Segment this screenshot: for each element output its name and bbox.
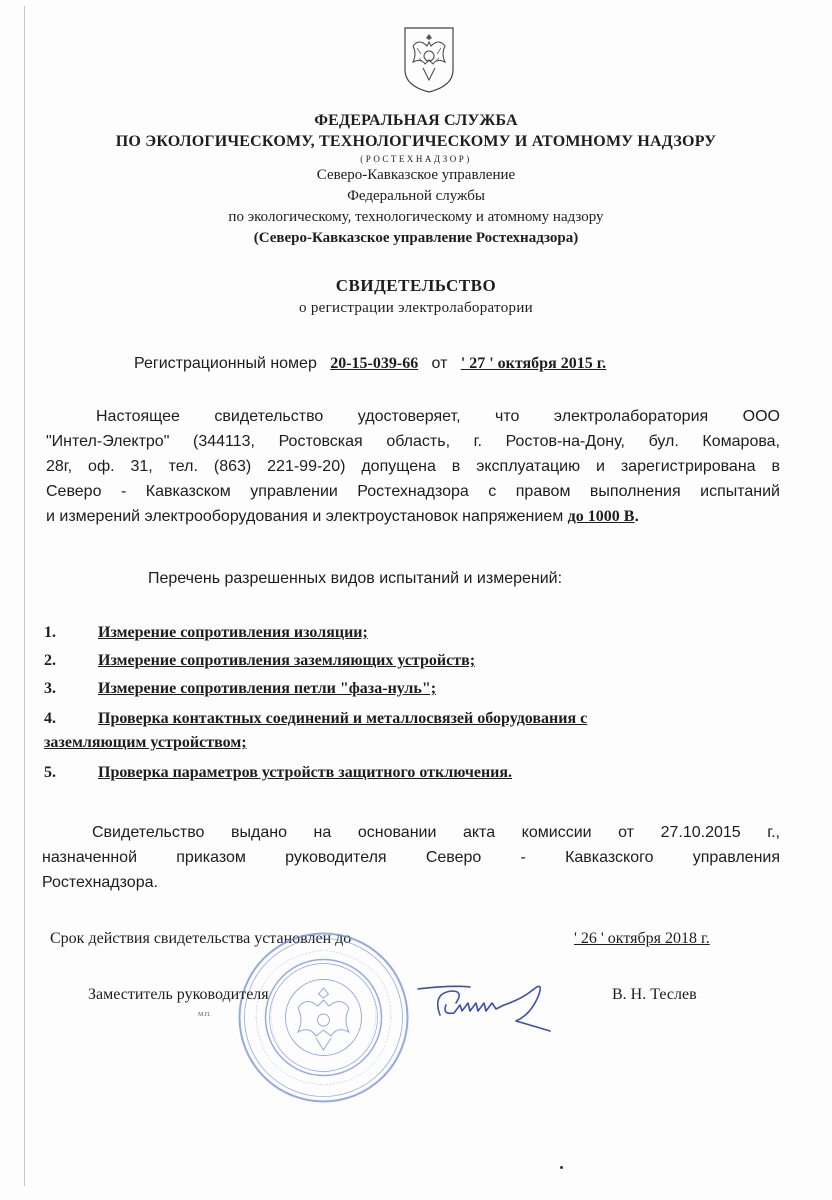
registration-number: 20-15-039-66 [330,355,419,372]
body-line-2: "Интел-Электро" (344113, Ростовская область, г. Ростов-на-Дону, бул. Комарова, [46,433,780,450]
body-line-1: Настоящее свидетельство удостоверяет, что электролаборатория ООО [96,408,780,425]
registration-date: ' 27 ' октября 2015 г. [460,355,607,372]
scan-speck [560,1166,563,1169]
document-title: СВИДЕТЕЛЬСТВО [335,276,497,295]
list-heading: Перечень разрешенных видов испытаний и измерений: [148,570,563,587]
list-item-number: 2. [44,652,56,669]
header-abbrev: (РОСТЕХНАДЗОР) [360,154,472,164]
list-item-text: Проверка параметров устройств защитного отключения. [98,764,513,781]
list-item-text: Измерение сопротивления петли "фаза-нуль"; [98,680,437,697]
header-line-7: (Северо-Кавказское управление Ростехнадзора) [253,230,579,246]
header-line-1: ФЕДЕРАЛЬНАЯ СЛУЖБА [314,112,518,129]
list-item-number: 3. [44,680,56,697]
list-item-continuation: заземляющим устройством; [44,734,247,751]
body-paragraph [46,404,780,529]
body-last-line-text: и измерений электрооборудования и электроустановок напряжением [46,508,564,525]
stamp-place-label: М.П. [198,1012,211,1018]
registration-line [134,355,606,373]
registration-label: Регистрационный номер [134,355,317,372]
basis-line-1: Свидетельство выдано на основании акта комиссии от 27.10.2015 г., [92,824,780,841]
header-line-2: ПО ЭКОЛОГИЧЕСКОМУ, ТЕХНОЛОГИЧЕСКОМУ И АТОМНОМУ НАДЗОРУ [115,133,717,150]
validity-date: ' 26 ' октября 2018 г. [574,930,710,947]
header-line-6: по экологическому, технологическому и атомному надзору [228,209,604,225]
body-period: . [634,508,639,525]
basis-line-2: назначенной приказом руководителя Северо - Кавказского управления [42,849,780,866]
basis-line-3: Ростехнадзора. [42,874,158,891]
list-item-text: Измерение сопротивления изоляции; [98,624,368,641]
official-stamp [236,930,411,1105]
validity-label: Срок действия свидетельства установлен до [50,930,352,947]
handwritten-signature [412,975,562,1035]
registration-from: от [431,355,448,372]
document-subtitle: о регистрации электролаборатории [299,300,533,316]
list-item-number: 5. [44,764,56,781]
body-line-3: 28г, оф. 31, тел. (863) 221-99-20) допущена в эксплуатацию и зарегистрирована в [46,458,780,475]
signatory-name: В. Н. Теслев [612,986,697,1003]
list-item-number: 4. [44,710,56,727]
coat-of-arms-icon [401,24,457,94]
body-line-5 [46,504,780,529]
list-item-number: 1. [44,624,56,641]
list-item-text: Измерение сопротивления заземляющих устройств; [98,652,476,669]
header-line-4: Северо-Кавказское управление [316,167,516,183]
list-item-text: Проверка контактных соединений и металлосвязей оборудования с [98,710,588,727]
signatory-position: Заместитель руководителя [88,986,269,1003]
header-line-5: Федеральной службы [347,188,485,204]
basis-paragraph [42,820,780,895]
body-line-4: Северо - Кавказском управлении Ростехнадзора с правом выполнения испытаний [46,483,780,500]
voltage-limit: до 1000 В [567,508,635,525]
